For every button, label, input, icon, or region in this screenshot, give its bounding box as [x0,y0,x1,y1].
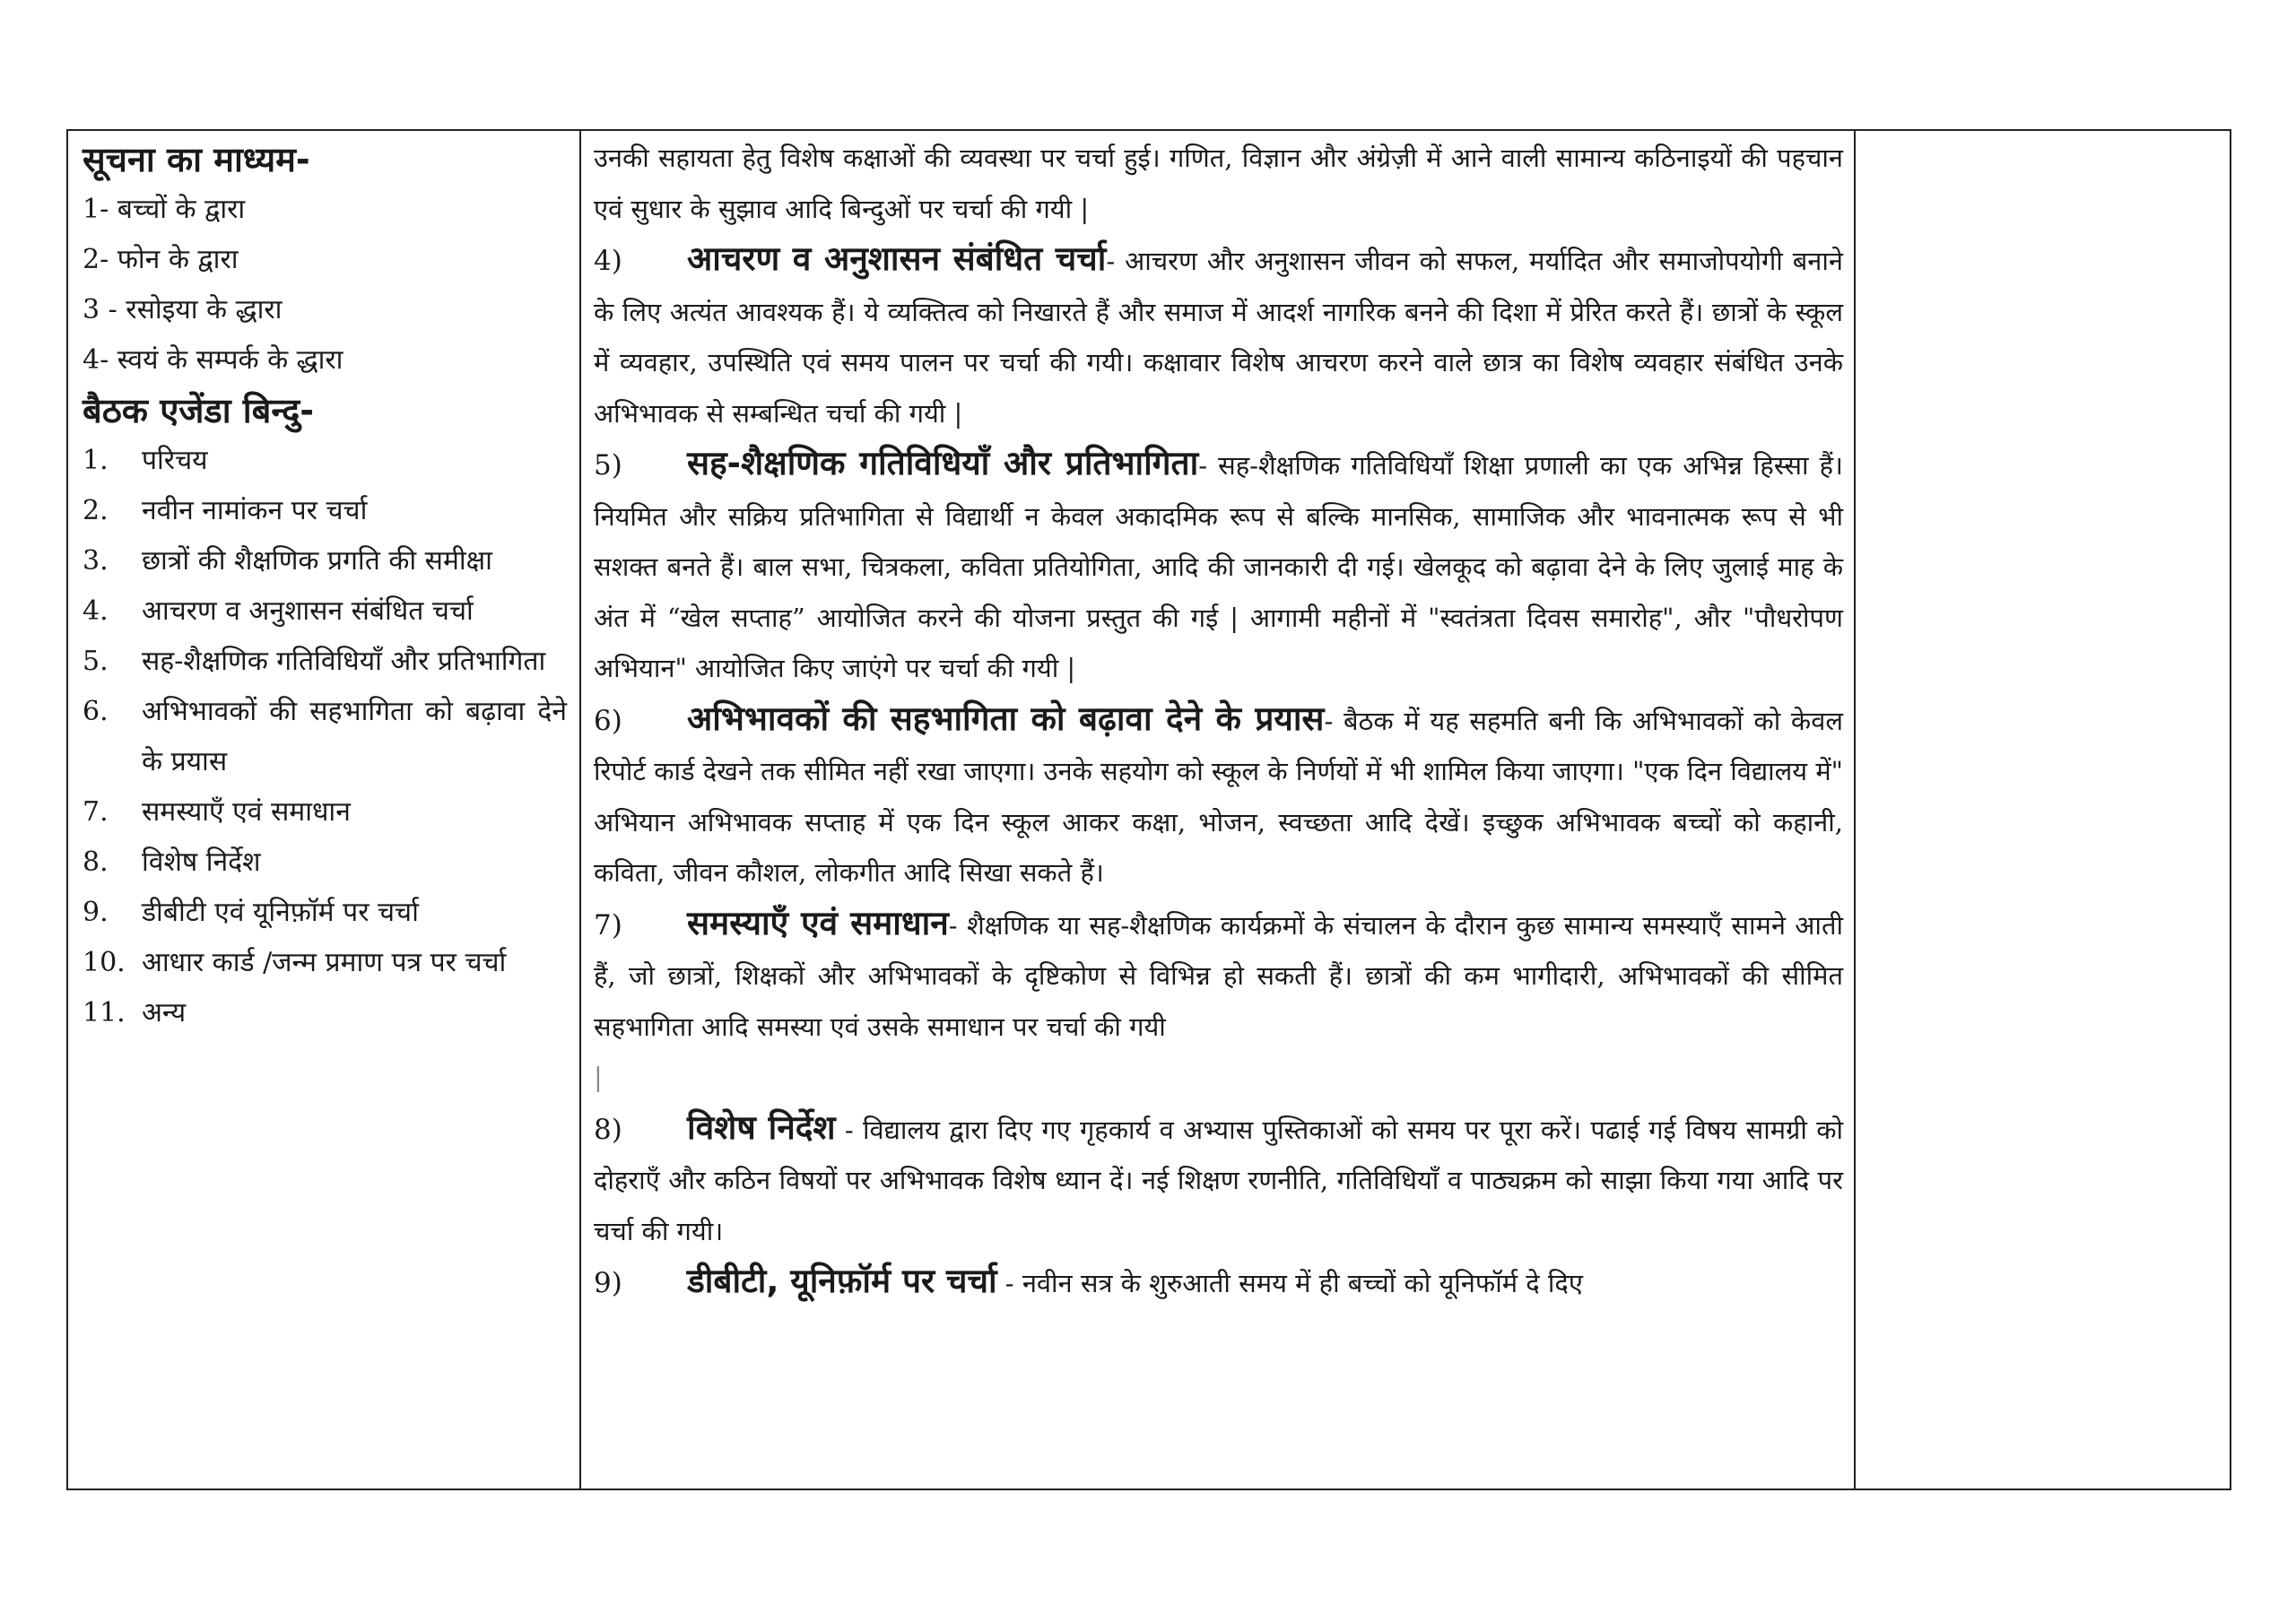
source-item: 4- स्वयं के सम्पर्क के द्धारा [83,344,344,376]
intro-paragraph: उनकी सहायता हेतु विशेष कक्षाओं की व्यवस्था पर चर्चा हुई। गणित, विज्ञान और अंग्रेज़ी में आने वाली सामान्य कठिनाइयों की पहचान एवं सुधार के सुझाव आदि बिन्दुओं पर चर्चा की गयी | [594,143,1843,224]
agenda-text: नवीन नामांकन पर चर्चा [142,495,368,526]
agenda-item [83,436,567,486]
agenda-text: डीबीटी एवं यूनिफ़ॉर्म पर चर्चा [142,897,419,928]
agenda-text: छात्रों की शैक्षणिक प्रगति की समीक्षा [142,545,492,577]
minutes-table [66,129,2231,1490]
point-body: विद्यालय द्वारा दिए गए गृहकार्य व अभ्यास पुस्तिकाओं को समय पर पूरा करें। पढाई गई विषय सामग्री को दोहराएँ और कठिन विषयों पर अभिभावक विशेष ध्यान दें। नई शिक्षण रणनीति, गतिविधियाँ व पाठ्यक्रम को साझा किया गया आदि पर चर्चा की गयी। [594,1114,1844,1246]
source-heading: सूचना का माध्यम- [83,140,310,179]
discussion-point-6 [594,694,1843,898]
agenda-number: 1. [83,445,109,476]
agenda-item [83,536,567,586]
agenda-item [83,637,567,687]
agenda-heading: बैठक एजेंडा बिन्दु- [83,391,315,430]
point-number: 7) [594,908,622,942]
discussion-point-8 [594,1103,1843,1257]
point-number: 9) [594,1267,622,1299]
point-separator: - [835,1114,854,1145]
agenda-text: सह-शैक्षणिक गतिविधियाँ और प्रतिभागिता [142,646,546,677]
agenda-text: आचरण व अनुशासन संबंधित चर्चा [142,595,474,627]
agenda-number: 7. [83,796,109,828]
point-separator: - [1324,705,1334,736]
agenda-item [83,838,567,888]
point-body: बैठक में यह सहमति बनी कि अभिभावकों को केवल रिपोर्ट कार्ड देखने तक सीमित नहीं रखा जाएगा। उनके सहयोग को स्कूल के निर्णयों में भी शामिल किया जाएगा। "एक दिन विद्यालय में" अभियान अभिभावक सप्ताह में एक दिन स्कूल आकर कक्षा, भोजन, स्वच्छता आदि देखें। इच्छुक अभिभावक बच्चों को कहानी, कविता, जीवन कौशल, लोकगीत आदि सिखा सकते हैं। [594,705,1843,888]
point-number: 8) [594,1113,622,1146]
agenda-number: 4. [83,595,109,627]
middle-column-cell [580,130,1855,1489]
discussion-point-9 [594,1256,1843,1309]
agenda-text: अभिभावकों की सहभागिता को बढ़ावा देने के प्रयास [142,696,567,777]
agenda-number: 11. [83,997,126,1028]
agenda-text: परिचय [142,445,208,476]
point-number: 6) [594,704,622,737]
point-body: सह-शैक्षणिक गतिविधियाँ शिक्षा प्रणाली का एक अभिन्न हिस्सा हैं। नियमित और सक्रिय प्रतिभागिता से विद्यार्थी न केवल अकादमिक रूप से बल्कि मानसिक, सामाजिक और भावनात्मक रूप से भी सशक्त बनते हैं। बाल सभा, चित्रकला, कविता प्रतियोगिता, आदि की जानकारी दी गई। खेलकूद को बढ़ावा देने के लिए जुलाई माह के अंत में “खेल सप्ताह” आयोजित करने की योजना प्रस्तुत की गई | आगामी महीनों में "स्वतंत्रता दिवस समारोह", और "पौधरोपण अभियान" आयोजित किए जाएंगे पर चर्चा की गयी | [594,450,1844,683]
dangling-mark: | [594,1062,603,1092]
agenda-number: 5. [83,646,109,677]
agenda-item [83,888,567,938]
agenda-item [83,938,567,988]
agenda-item [83,586,567,637]
point-separator: - [948,909,958,941]
point-number: 4) [594,245,622,277]
agenda-number: 3. [83,545,109,577]
point-title: डीबीटी, यूनिफ़ॉर्म पर चर्चा [687,1262,997,1300]
agenda-item [83,687,567,787]
discussion-point-4 [594,234,1843,438]
source-item: 2- फोन के द्वारा [83,244,239,275]
left-column-cell [67,130,580,1489]
source-item: 1- बच्चों के द्वारा [83,194,246,225]
point-title: समस्याएँ एवं समाधान [687,903,949,942]
agenda-text: विशेष निर्देश [142,846,261,878]
point-separator: - [1198,450,1207,481]
point-separator: - [996,1268,1014,1298]
point-separator: - [1106,246,1116,276]
point-body: शैक्षणिक या सह-शैक्षणिक कार्यक्रमों के संचालन के दौरान कुछ सामान्य समस्याएँ सामने आती हैं, जो छात्रों, शिक्षकों और अभिभावकों के दृष्टिकोण से विभिन्न हो सकती हैं। छात्रों की कम भागीदारी, अभिभावकों की सीमित सहभागिता आदि समस्या एवं उसके समाधान पर चर्चा की गयी [594,909,1843,1042]
discussion-point-5 [594,438,1843,694]
point-body: नवीन सत्र के शुरुआती समय में ही बच्चों को यूनिफॉर्म दे दिए [1022,1268,1583,1298]
agenda-number: 2. [83,495,109,526]
point-title: आचरण व अनुशासन संबंधित चर्चा [687,239,1107,278]
agenda-number: 10. [83,947,126,978]
agenda-text: अन्य [142,997,187,1028]
agenda-list [83,436,567,1038]
point-number: 5) [594,449,622,482]
point-body: आचरण और अनुशासन जीवन को सफल, मर्यादित और समाजोपयोगी बनाने के लिए अत्यंत आवश्यक हैं। ये व्यक्तित्व को निखारते हैं और समाज में आदर्श नागरिक बनने की दिशा में प्रेरित करते हैं। छात्रों के स्कूल में व्यवहार, उपस्थिति एवं समय पालन पर चर्चा की गयी। कक्षावार विशेष आचरण करने वाले छात्र का विशेष व्यवहार संबंधित उनके अभिभावक से सम्बन्धित चर्चा की गयी | [594,246,1843,429]
point-title: अभिभावकों की सहभागिता को बढ़ावा देने के प्रयास [687,699,1325,738]
agenda-text: समस्याएँ एवं समाधान [142,796,351,828]
source-item: 3 - रसोइया के द्धारा [83,294,283,325]
right-column-cell [1855,130,2231,1489]
agenda-number: 8. [83,846,109,878]
table-row [67,130,2231,1489]
agenda-number: 6. [83,696,109,727]
agenda-item [83,988,567,1038]
agenda-text: आधार कार्ड /जन्म प्रमाण पत्र पर चर्चा [142,947,507,978]
discussion-point-7 [594,898,1843,1053]
agenda-item [83,787,567,838]
agenda-number: 9. [83,897,109,928]
point-title: विशेष निर्देश [687,1107,836,1147]
point-title: सह-शैक्षणिक गतिविधियाँ और प्रतिभागिता [687,444,1199,482]
agenda-item [83,486,567,536]
